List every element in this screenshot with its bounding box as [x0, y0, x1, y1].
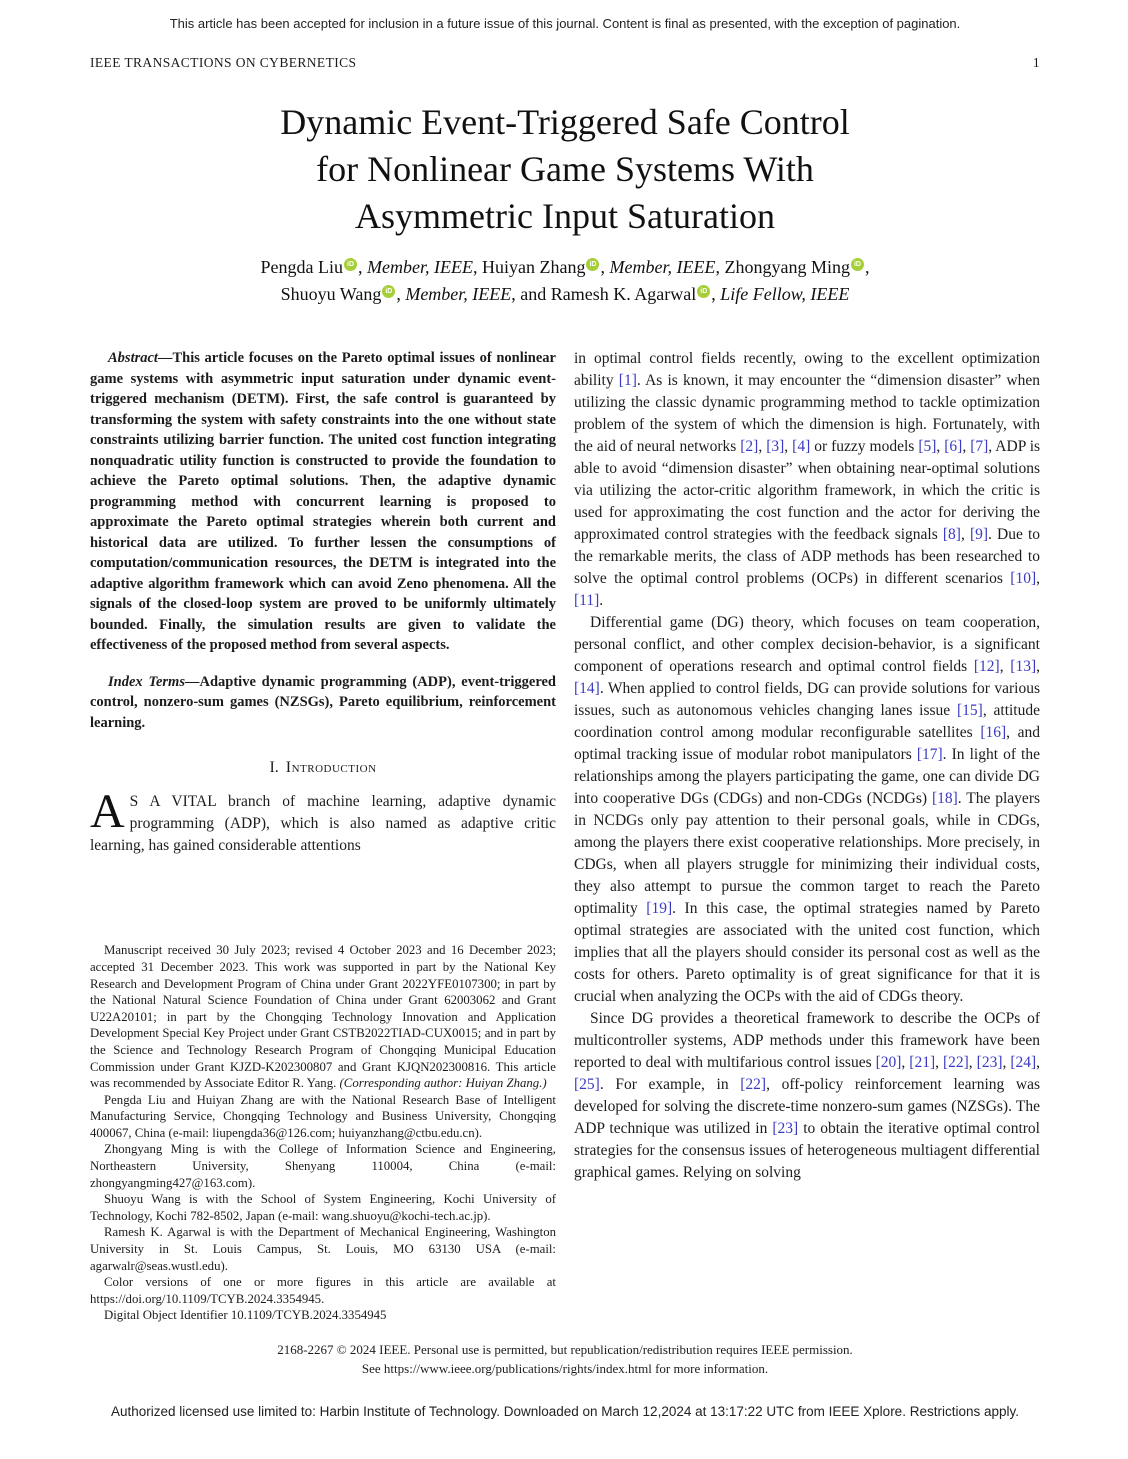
citation-link[interactable]: [5]	[918, 438, 937, 455]
text-segment: . Due to the remarkable merits, the class of ADP methods has been researched to solve the optimal control problems (OCPs) in different scenarios	[574, 526, 1040, 587]
text-segment: ,	[901, 1054, 910, 1071]
running-head	[90, 55, 1040, 71]
citation-link[interactable]: [7]	[970, 438, 989, 455]
text-segment: ,	[711, 284, 721, 304]
text-segment: ,	[1036, 570, 1040, 587]
text-segment: ,	[864, 257, 870, 277]
citation-link[interactable]: [14]	[574, 680, 600, 697]
text-segment: Since DG provides a theoretical framework to describe the OCPs of multicontroller systems, ADP methods under this framework have been reported to deal with multifarious control issues	[574, 1010, 1040, 1071]
text-segment: This article focuses on the Pareto optimal issues of nonlinear game systems with asymmetric input saturation under dynamic event-triggered mechanism (DETM). First, the safe control is guaranteed by transforming the system with safety constraints into the one without state constraints utilizing barrier function. The united cost function integrating nonquadratic utility function is constructed to provide the foundation to achieve the Pareto optimal solutions. Then, the adaptive dynamic programming method with concurrent learning is proposed to approximate the Pareto optimal strategies wherein both current and historical data are utilized. To further lessen the consumptions of computation/communication resources, the DETM is integrated into the adaptive algorithm framework which can avoid Zeno phenomena. All the signals of the closed-loop system are proved to be uniformly ultimately bounded. Finally, the simulation results are given to validate the effectiveness of the proposed method from several aspects.	[90, 350, 556, 653]
text-segment: , Zhongyang Ming	[715, 257, 850, 277]
paper-title	[90, 99, 1040, 240]
citation-link[interactable]: [11]	[574, 592, 600, 609]
orcid-id-icon[interactable]: iD	[851, 258, 864, 271]
text-segment: ,	[758, 438, 767, 455]
text-segment: to obtain the iterative optimal control strategies for the consensus issues of heterogeneous multiagent differential graphical games. Relying on solving	[574, 1120, 1040, 1181]
right-column	[574, 348, 1040, 1324]
text-segment: Pengda Liu and Huiyan Zhang are with the National Research Base of Intelligent Manufacturing Service, Chongqing Technology and Business University, Chongqing 400067, China (e-mail: liupengda36@126.com; huiyanzhang@ctbu.edu.cn).	[90, 1092, 556, 1140]
text-segment: Zhongyang Ming is with the College of Information Science and Engineering, Northeastern University, Shenyang 110004, China (e-mail: zhongyangming427@163.com).	[90, 1142, 556, 1190]
text-segment: Color versions of one or more figures in this article are available at https://doi.org/10.1109/TCYB.2024.3354945.	[90, 1275, 556, 1306]
citation-link[interactable]: [12]	[973, 658, 1000, 675]
text-segment: , Huiyan Zhang	[473, 257, 586, 277]
text-segment: ,	[935, 1054, 943, 1071]
body-paragraph-3	[574, 1008, 1040, 1184]
text-segment: , off-policy reinforcement learning was developed for solving the discrete-time nonzero-sum games (NZSGs). The ADP technique was utilized in	[574, 1076, 1041, 1137]
text-segment: Abstract—	[108, 350, 173, 366]
author-line-1	[90, 254, 1040, 281]
citation-link[interactable]: [22]	[740, 1076, 767, 1093]
text-segment: Adaptive dynamic programming (ADP), event-triggered control, nonzero-sum games (NZSGs), Pareto equilibrium, reinforcement learning.	[90, 673, 557, 731]
text-segment: Member, IEEE	[609, 257, 716, 277]
drop-cap: A	[90, 785, 125, 838]
citation-link[interactable]: [22]	[942, 1054, 969, 1071]
two-column-body	[90, 348, 1040, 1324]
citation-link[interactable]: [15]	[956, 702, 983, 719]
text-segment: Life Fellow, IEEE	[720, 284, 850, 304]
abstract-paragraph	[90, 348, 556, 656]
text-segment: Shuoyu Wang	[280, 284, 382, 304]
citation-link[interactable]: [19]	[646, 900, 673, 917]
citation-link[interactable]: [8]	[942, 526, 961, 543]
section-title: Introduction	[285, 759, 377, 776]
text-segment: ,	[1036, 658, 1040, 675]
orcid-id-icon[interactable]: iD	[697, 285, 710, 298]
citation-link[interactable]: [24]	[1010, 1054, 1037, 1071]
text-segment: in optimal control fields recently, owing to the excellent optimization ability	[574, 350, 1040, 389]
rights-url-line: See https://www.ieee.org/publications/rights/index.html for more information.	[361, 1361, 769, 1376]
intro-paragraph	[90, 785, 556, 857]
orcid-id-icon[interactable]: iD	[344, 258, 357, 271]
page-number: 1	[1032, 55, 1040, 70]
citation-link[interactable]: [6]	[944, 438, 963, 455]
text-segment: . For example, in	[599, 1076, 741, 1093]
citation-link[interactable]: [3]	[766, 438, 785, 455]
text-segment: Pengda Liu	[260, 257, 344, 277]
text-segment: ,	[968, 1054, 977, 1071]
text-segment: Digital Object Identifier 10.1109/TCYB.2024.3354945	[104, 1308, 387, 1323]
copyright-line: 2168-2267 © 2024 IEEE. Personal use is permitted, but republication/redistribution requires IEEE permission.	[277, 1342, 853, 1357]
left-column	[90, 348, 556, 1324]
footnote-color-versions	[90, 1274, 556, 1307]
text-segment: ,	[784, 438, 793, 455]
citation-link[interactable]: [16]	[980, 724, 1007, 741]
title-line-1: Dynamic Event-Triggered Safe Control	[280, 102, 850, 142]
footnote-affil-liu-zhang	[90, 1092, 556, 1142]
text-segment: ,	[1002, 1054, 1011, 1071]
text-segment: Ramesh K. Agarwal is with the Department of Mechanical Engineering, Washington University in St. Louis Campus, St. Louis, MO 63130 USA (e-mail: agarwalr@seas.wustl.edu).	[90, 1225, 556, 1273]
text-segment: , attitude coordination control among modular reconfigurable satellites	[574, 702, 1040, 741]
citation-link[interactable]: [20]	[875, 1054, 902, 1071]
citation-link[interactable]: [13]	[1010, 658, 1037, 675]
xplore-license-line: Authorized licensed use limited to: Harbin Institute of Technology. Downloaded on March 12,2024 at 13:17:22 UTC from IEEE Xplore. Restrictions apply.	[111, 1404, 1019, 1419]
section-number: I.	[269, 759, 279, 776]
text-segment: Index Terms—	[108, 673, 200, 690]
text-segment: S A VITAL branch of machine learning, adaptive dynamic programming (ADP), which is also named as adaptive critic learning, has gained considerable attentions	[90, 793, 556, 854]
text-segment: ,	[962, 438, 971, 455]
acceptance-notice: This article has been accepted for inclusion in a future issue of this journal. Content is final as presented, with the exception of pagination.	[169, 16, 961, 31]
text-segment: . When applied to control fields, DG can provide solutions for various issues, such as autonomous vehicles changing lanes issue	[574, 680, 1040, 719]
text-segment: Manuscript received 30 July 2023; revised 4 October 2023 and 16 December 2023; accepted 31 December 2023. This work was supported in part by the National Key Research and Development Program of China under Grant 2022YFE0107300; in part by the National Natural Science Foundation of China under Grant 62003062 and Grant U22A20101; in part by the Chongqing Technology Innovation and Application Development Special Key Project under Grant CSTB2022TIAD-CUX0015; and in part by the Science and Technology Research Program of Chongqing Municipal Education Commission under Grant KJZD-K202300807 and Grant KJQN202300816. This article was recommended by Associate Editor R. Yang.	[90, 943, 556, 1091]
copyright-footer	[90, 1340, 1040, 1378]
footnote-funding	[90, 942, 556, 1091]
citation-link[interactable]: [25]	[574, 1076, 600, 1093]
text-segment: ,	[936, 438, 945, 455]
orcid-id-icon[interactable]: iD	[586, 258, 599, 271]
title-line-3: Asymmetric Input Saturation	[355, 196, 775, 236]
orcid-id-icon[interactable]: iD	[382, 285, 395, 298]
text-segment: Differential game (DG) theory, which focuses on team cooperation, personal conflict, and other complex decision-behavior, is a significant component of operations research and optimal control fields	[574, 614, 1040, 675]
text-segment: Shuoyu Wang is with the School of System Engineering, Kochi University of Technology, Kochi 782-8502, Japan (e-mail: wang.shuoyu@kochi-tech.ac.jp).	[90, 1192, 556, 1223]
intro-text	[90, 785, 556, 854]
footnote-affil-ming	[90, 1141, 556, 1191]
text-segment: ,	[960, 526, 970, 543]
text-segment: (Corresponding author: Huiyan Zhang.)	[339, 1076, 547, 1091]
citation-link[interactable]: [4]	[792, 438, 811, 455]
citation-link[interactable]: [2]	[740, 438, 759, 455]
text-segment: . In light of the relationships among the players participating the game, one can divide DG into cooperative DGs (CDGs) and non-CDGs (NCDGs)	[574, 746, 1040, 807]
footnote-affil-wang	[90, 1191, 556, 1224]
citation-link[interactable]: [23]	[976, 1054, 1003, 1071]
citation-link[interactable]: [17]	[916, 746, 943, 763]
text-segment: . As is known, it may encounter the “dimension disaster” when utilizing the classic dynamic programming method to tackle optimization problem of the system of which the dimension is high. Fortunately, with the aid of neural networks	[574, 372, 1040, 455]
citation-link[interactable]: [1]	[618, 372, 637, 389]
citation-link[interactable]: [10]	[1010, 570, 1037, 587]
text-segment: ,	[600, 257, 610, 277]
section-heading-introduction	[90, 759, 556, 777]
index-terms-paragraph	[90, 672, 556, 734]
text-segment: Member, IEEE	[405, 284, 512, 304]
text-segment: .	[599, 592, 604, 609]
text-segment: ,	[999, 658, 1011, 675]
title-line-2: for Nonlinear Game Systems With	[316, 149, 814, 189]
first-page-footnotes	[90, 928, 556, 1324]
body-paragraph-1	[574, 348, 1040, 612]
text-segment: , and optimal tracking issue of modular robot manipulators	[574, 724, 1040, 763]
footnote-affil-agarwal	[90, 1224, 556, 1274]
body-paragraph-2	[574, 612, 1040, 1008]
citation-link[interactable]: [23]	[772, 1120, 799, 1137]
citation-link[interactable]: [18]	[931, 790, 958, 807]
text-segment: ,	[358, 257, 368, 277]
citation-link[interactable]: [9]	[969, 526, 989, 543]
text-segment: ,	[1036, 1054, 1041, 1071]
text-segment: , and Ramesh K. Agarwal	[511, 284, 697, 304]
author-line-2	[90, 281, 1040, 308]
text-segment: , ADP is able to avoid “dimension disaster” when obtaining near-optimal solutions via utilizing the actor-critic algorithm framework, in which the critic is used for approximating the cost function and the actor for deriving the approximated control strategies with the feedback signals	[574, 438, 1041, 543]
footnote-doi	[90, 1307, 556, 1324]
citation-link[interactable]: [21]	[909, 1054, 936, 1071]
text-segment: . In this case, the optimal strategies named by Pareto optimal strategies are associated with the united cost function, which implies that all the players should consider its personal cost as well as the costs for others. Pareto optimality is of great significance for that it is crucial when analyzing the OCPs with the aid of CDGs theory.	[574, 900, 1041, 1005]
text-segment: ,	[396, 284, 406, 304]
text-segment: or fuzzy models	[810, 438, 919, 455]
text-segment: Member, IEEE	[367, 257, 473, 277]
text-segment: . The players in NCDGs only pay attention to their personal goals, while in CDGs, among the players there exist cooperative relationships. More precisely, in CDGs, when all players struggle for minimizing their individual costs, they also attempt to pursue the common target to reach the Pareto optimality	[574, 790, 1041, 917]
journal-name: IEEE TRANSACTIONS ON CYBERNETICS	[90, 55, 357, 70]
